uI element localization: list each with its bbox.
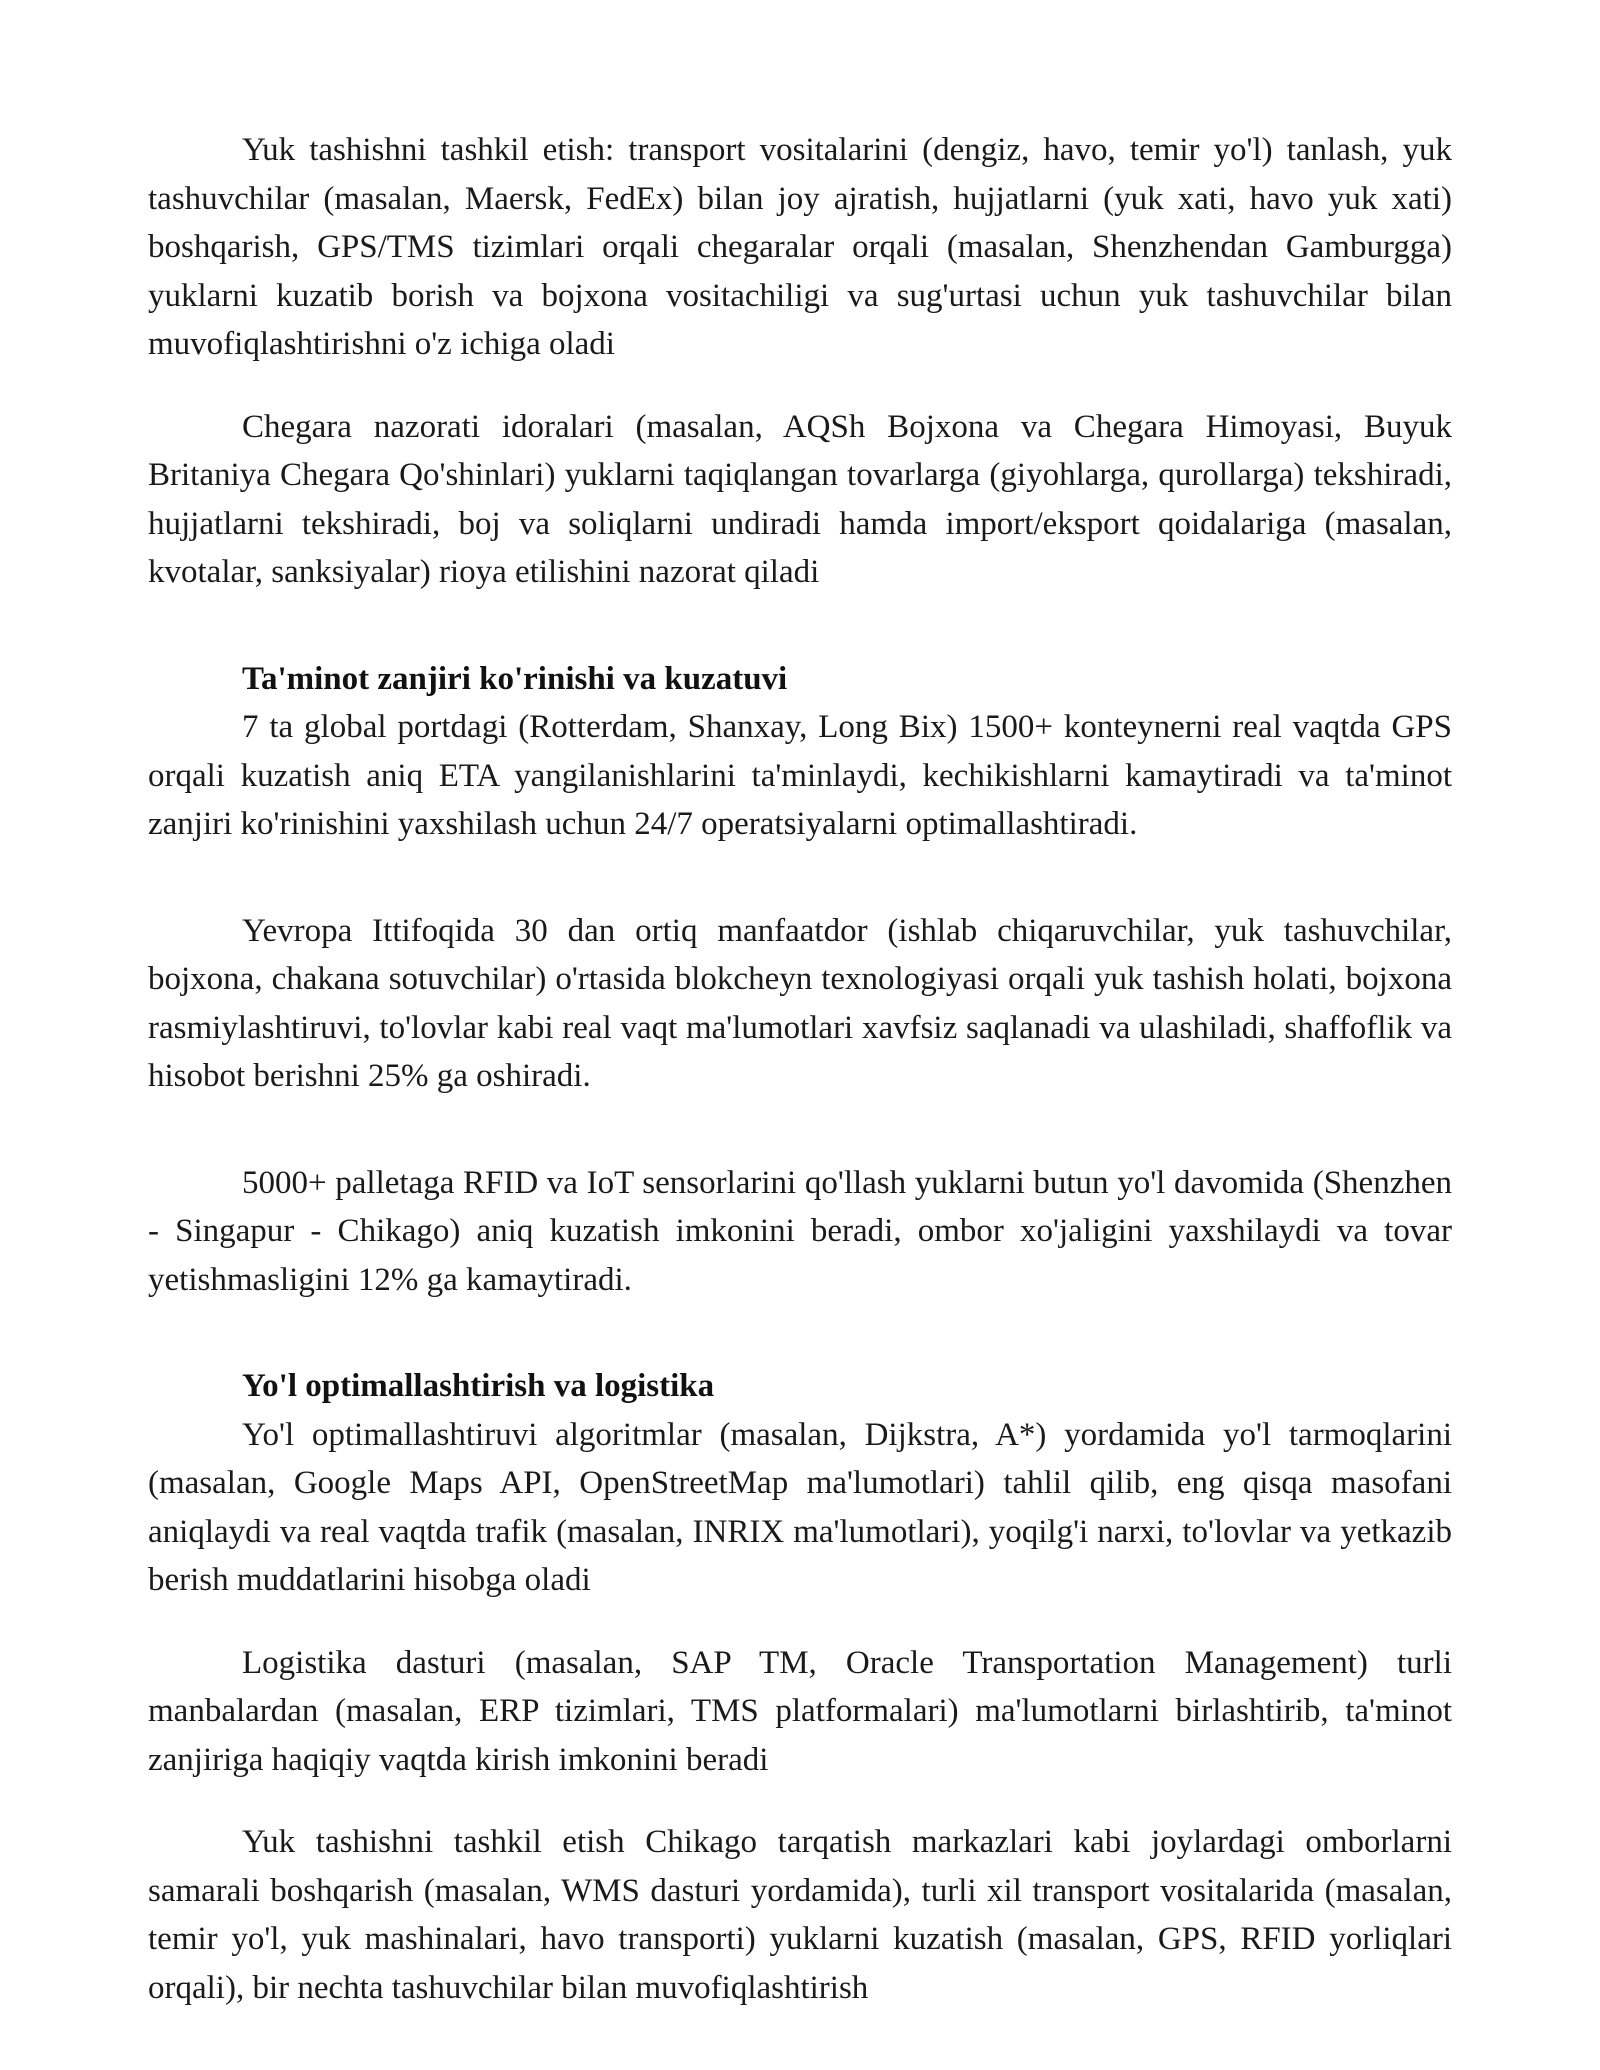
paragraph-border-control: Chegara nazorati idoralari (masalan, AQSh Bojxona va Chegara Himoyasi, Buyuk Britaniya Chegara Qo'shinlari) yuklarni taqiqlangan tovarlarga (giyohlarga, qurollarga) tekshiradi, hujjatlarni tekshiradi, boj va soliqlarni undiradi hamda import/eksport qoidalariga (masalan, kvotalar, sanksiyalar) rioya etilishini nazorat qiladi [148,408,1452,590]
document-body [148,126,1452,2012]
paragraph-freight-organization: Yuk tashishni tashkil etish: transport vositalarini (dengiz, havo, temir yo'l) tanlash, yuk tashuvchilar (masalan, Maersk, FedEx) bilan joy ajratish, hujjatlarni (yuk xati, havo yuk xati) boshqarish, GPS/TMS tizimlari orqali chegaralar orqali (masalan, Shenzhendan Gamburgga) yuklarni kuzatib borish va bojxona vositachiligi va sug'urtasi uchun yuk tashuvchilar bilan muvofiqlashtirishni o'z ichiga oladi [148,132,1452,362]
paragraph-warehouse-management: Yuk tashishni tashkil etish Chikago tarqatish markazlari kabi joylardagi omborlarni samarali boshqarish (masalan, WMS dasturi yordamida), turli xil transport vositalarida (masalan, temir yo'l, yuk mashinalari, havo transporti) yuklarni kuzatish (masalan, GPS, RFID yorliqlari orqali), bir nechta tashuvchilar bilan muvofiqlashtirish [148,1824,1452,2006]
paragraph-blockchain: Yevropa Ittifoqida 30 dan ortiq manfaatdor (ishlab chiqaruvchilar, yuk tashuvchilar, bojxona, chakana sotuvchilar) o'rtasida blokcheyn texnologiyasi orqali yuk tashish holati, bojxona rasmiylashtiruvi, to'lovlar kabi real vaqt ma'lumotlari xavfsiz saqlanadi va ulashiladi, shaffoflik va hisobot berishni 25% ga oshiradi. [148,912,1452,1094]
heading-route-optimization: Yo'l optimallashtirish va logistika [242,1368,715,1404]
paragraph-gps-tracking: 7 ta global portdagi (Rotterdam, Shanxay, Long Bix) 1500+ konteynerni real vaqtda GPS orqali kuzatish aniq ETA yangilanishlarini ta'minlaydi, kechikishlarni kamaytiradi va ta'minot zanjiri ko'rinishini yaxshilash uchun 24/7 operatsiyalarni optimallashtiradi. [148,709,1452,842]
paragraph-route-algorithms: Yo'l optimallashtiruvi algoritmlar (masalan, Dijkstra, A*) yordamida yo'l tarmoqlarini (masalan, Google Maps API, OpenStreetMap ma'lumotlari) tahlil qilib, eng qisqa masofani aniqlaydi va real vaqtda trafik (masalan, INRIX ma'lumotlari), yoqilg'i narxi, to'lovlar va yetkazib berish muddatlarini hisobga oladi [148,1416,1452,1598]
paragraph-rfid-iot: 5000+ palletaga RFID va IoT sensorlarini qo'llash yuklarni butun yo'l davomida (Shenzhen - Singapur - Chikago) aniq kuzatish imkonini beradi, ombor xo'jaligini yaxshilaydi va tovar yetishmasligini 12% ga kamaytiradi. [148,1164,1452,1298]
heading-supply-chain-visibility: Ta'minot zanjiri ko'rinishi va kuzatuvi [242,660,788,697]
paragraph-logistics-software: Logistika dasturi (masalan, SAP TM, Oracle Transportation Management) turli manbalardan (masalan, ERP tizimlari, TMS platformalari) ma'lumotlarni birlashtirib, ta'minot zanjiriga haqiqiy vaqtda kirish imkonini beradi [148,1644,1452,1778]
